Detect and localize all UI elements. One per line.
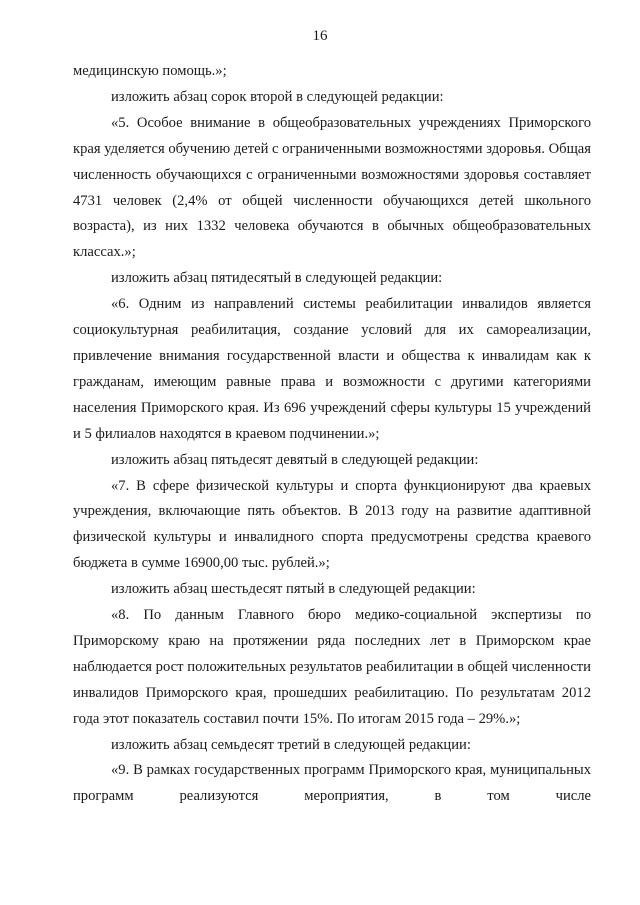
page-number: 16 <box>312 28 328 44</box>
paragraph-item-6: «6. Одним из направлений системы реабилитации инвалидов является социокультурная реабилитация, создание условий для их самореализации, привлечение внимания государственной власти и общества к инвалидам как к гражданам, имеющим равные права и возможности с другими категориями населения Приморского края. Из 696 учреждений сферы культуры 15 учреждений и 5 филиалов находятся в краевом подчинении.»; <box>73 296 591 442</box>
paragraph-item-5: «5. Особое внимание в общеобразовательных учреждениях Приморского края уделяется обучению детей с ограниченными возможностями здоровья. Общая численность обучающихся с ограниченными возможностями здоровья составляет 4731 человек (2,4% от общей численности обучающихся детей школьного возраста), из них 1332 человека обучаются в обычных общеобразовательных классах.»; <box>73 114 591 261</box>
document-body <box>73 59 591 810</box>
paragraph-instruction: изложить абзац пятьдесят девятый в следующей редакции: <box>111 451 479 468</box>
paragraph-instruction: изложить абзац сорок второй в следующей редакции: <box>111 88 444 105</box>
paragraph-item-7: «7. В сфере физической культуры и спорта функционируют два краевых учреждения, включающие пять объектов. В 2013 году на развитие адаптивной физической культуры и инвалидного спорта предусмотрены средства краевого бюджета в сумме 16900,00 тыс. рублей.»; <box>73 477 591 572</box>
paragraph-instruction: изложить абзац шестьдесят пятый в следующей редакции: <box>111 581 476 598</box>
paragraph-continuation: медицинскую помощь.»; <box>73 63 227 79</box>
paragraph-item-8: «8. По данным Главного бюро медико-социальной экспертизы по Приморскому краю на протяжении ряда последних лет в Приморском крае наблюдается рост положительных результатов реабилитации в общей численности инвалидов Приморского края, прошедших реабилитацию. По результатам 2012 года этот показатель составил почти 15%. По итогам 2015 года – 29%.»; <box>73 607 591 727</box>
paragraph-instruction: изложить абзац пятидесятый в следующей редакции: <box>111 270 443 287</box>
paragraph-item-9: «9. В рамках государственных программ Приморского края, муниципальных программ реализуются мероприятия, в том числе <box>73 762 591 805</box>
paragraph-instruction: изложить абзац семьдесят третий в следующей редакции: <box>111 736 471 753</box>
